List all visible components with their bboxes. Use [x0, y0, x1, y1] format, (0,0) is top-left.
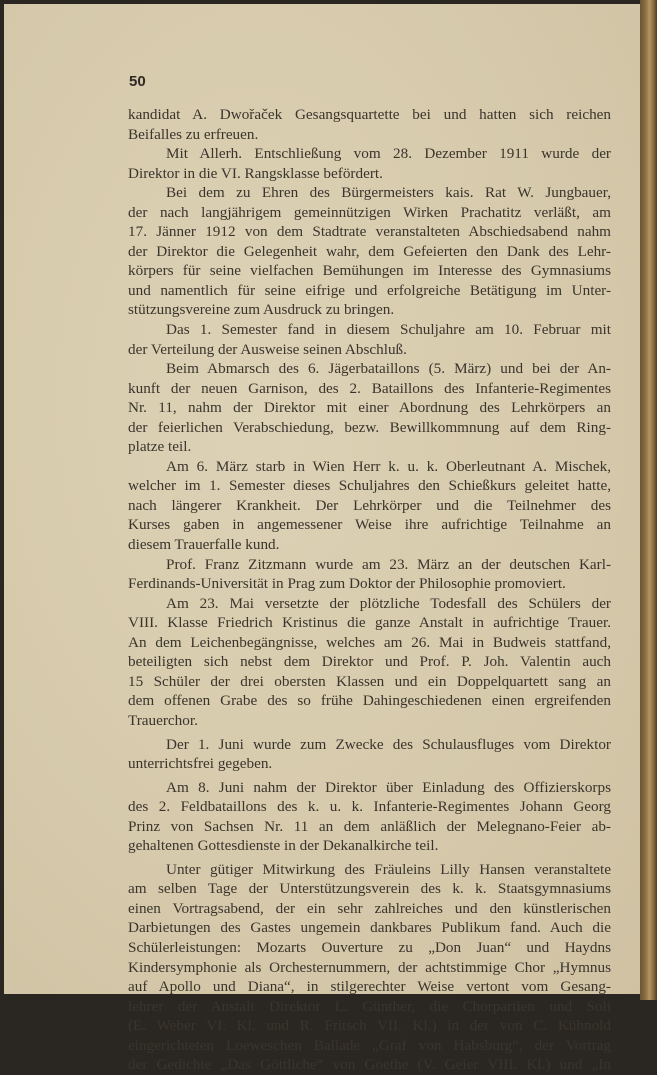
text-line: Trauerchor.	[128, 711, 198, 729]
text-line: welcher im 1. Semester dieses Schuljahres den Schießkurs geleitet hatte,	[128, 477, 611, 495]
text-line: Prinz von Sachsen Nr. 11 an dem anläßlich der Melegnano-Feier ab-	[128, 817, 611, 835]
text-line: 17. Jänner 1912 von dem Stadtrate veranstalteten Abschiedsabend nahm	[128, 223, 611, 241]
text-line: Direktor in die VI. Rangsklasse befördert.	[128, 164, 383, 182]
text-line: Mit Allerh. Entschließung vom 28. Dezember 1911 wurde der	[166, 145, 611, 163]
text-line: der feierlichen Verabschiedung, bezw. Bewillkommnung auf dem Ring-	[128, 418, 611, 436]
book-spine	[640, 0, 657, 1000]
text-line: am selben Tage der Unterstützungsverein des k. k. Staatsgymnasiums	[128, 880, 611, 898]
text-line: auf Apollo und Diana“, in stilgerechter Weise vertont vom Gesang-	[128, 978, 611, 996]
text-line: Ferdinands-Universität in Prag zum Doktor der Philosophie promoviert.	[128, 575, 566, 593]
text-line: der Verteilung der Ausweise seinen Abschluß.	[128, 340, 407, 358]
text-line: Beifalles zu erfreuen.	[128, 125, 259, 143]
text-line: Beim Abmarsch des 6. Jägerbataillons (5. März) und bei der An-	[166, 360, 611, 378]
text-line: der Gedichte „Das Göttliche“ von Goethe (V. Geier VIII. Kl.) und „In	[128, 1056, 611, 1074]
text-line: gehaltenen Gottesdienste in der Dekanalkirche teil.	[128, 837, 439, 855]
paragraph	[128, 359, 611, 457]
paragraph	[128, 144, 611, 183]
text-line: Am 8. Juni nahm der Direktor über Einladung des Offizierskorps	[166, 778, 611, 796]
page-number: 50	[129, 73, 146, 90]
paragraph	[128, 735, 611, 774]
text-line: unterrichtsfrei gegeben.	[128, 755, 273, 773]
text-line: der Direktor die Gelegenheit wahr, dem Gefeierten den Dank des Lehr-	[128, 242, 611, 260]
text-line: Kurses gaben in angemessener Weise ihre aufrichtige Teilnahme an	[128, 516, 611, 534]
text-line: Darbietungen des Gastes ungemein dankbares Publikum fand. Auch die	[128, 919, 611, 937]
text-line: des 2. Feldbataillons des k. u. k. Infanterie-Regimentes Johann Georg	[128, 798, 611, 816]
text-line: stützungsvereine zum Ausdruck zu bringen.	[128, 301, 395, 319]
text-line: eingerichteten Loeweschen Ballade „Graf von Habsburg“, der Vortrag	[128, 1036, 611, 1054]
text-line: Nr. 11, nahm der Direktor mit einer Abordnung des Lehrkörpers an	[128, 399, 611, 417]
text-line: kunft der neuen Garnison, des 2. Bataillons des Infanterie-Regimentes	[128, 379, 611, 397]
paragraph	[128, 860, 611, 1075]
text-line: (E. Weber VI. Kl. und R. Fritsch VII. Kl.) in der von C. Kühnold	[128, 1017, 611, 1035]
text-line: dem offenen Grabe des so frühe Dahingeschiedenen einen ergreifenden	[128, 692, 611, 710]
text-line: kandidat A. Dwořaček Gesangsquartette bei und hatten sich reichen	[128, 106, 611, 123]
text-line: Prof. Franz Zitzmann wurde am 23. März an der deutschen Karl-	[166, 555, 611, 573]
paragraph	[128, 778, 611, 856]
paragraph	[128, 457, 611, 555]
text-line: Am 6. März starb in Wien Herr k. u. k. Oberleutnant A. Mischek,	[166, 457, 611, 475]
paragraph	[128, 183, 611, 320]
text-line: Schülerleistungen: Mozarts Ouverture zu „Don Juan“ und Haydns	[128, 938, 611, 956]
text-line: VIII. Klasse Friedrich Kristinus die ganze Anstalt in aufrichtige Trauer.	[128, 614, 611, 632]
text-line: lehrer der Anstalt Direktor L. Günther, die Chorpartien und Soli	[128, 997, 611, 1015]
text-line: der nach langjährigem gemeinnützigen Wirken Prachatitz verläßt, am	[128, 203, 611, 221]
paragraph	[128, 555, 611, 594]
text-line: Bei dem zu Ehren des Bürgermeisters kais. Rat W. Jungbauer,	[166, 184, 611, 202]
text-line: Kindersymphonie als Orchesternummern, der achtstimmige Chor „Hymnus	[128, 958, 611, 976]
paragraph	[128, 105, 611, 144]
paragraph	[128, 320, 611, 359]
text-line: diesem Trauerfalle kund.	[128, 536, 280, 554]
text-line: beteiligten sich nebst dem Direktor und Prof. P. Joh. Valentin auch	[128, 653, 611, 671]
text-line: körpers für seine vielfachen Bemühungen im Interesse des Gymnasiums	[128, 262, 611, 280]
text-line: Das 1. Semester fand in diesem Schuljahre am 10. Februar mit	[166, 321, 611, 339]
text-line: Der 1. Juni wurde zum Zwecke des Schulausfluges vom Direktor	[166, 735, 611, 753]
paragraph	[128, 594, 611, 731]
text-line: platze teil.	[128, 438, 192, 456]
text-line: Am 23. Mai versetzte der plötzliche Todesfall des Schülers der	[166, 594, 611, 612]
text-line: Unter gütiger Mitwirkung des Fräuleins Lilly Hansen veranstaltete	[166, 860, 611, 878]
text-line: nach längerer Krankheit. Der Lehrkörper und die Teilnehmer des	[128, 496, 611, 514]
text-line: An dem Leichenbegängnisse, welches am 26. Mai in Budweis stattfand,	[128, 633, 611, 651]
text-line: einen Vortragsabend, der ein sehr zahlreiches und den künstlerischen	[128, 899, 611, 917]
body-text	[128, 105, 611, 1075]
text-line: 15 Schüler der drei obersten Klassen und ein Doppelquartett sang an	[128, 672, 611, 690]
text-line: und namentlich für seine eifrige und erfolgreiche Betätigung im Unter-	[128, 281, 611, 299]
